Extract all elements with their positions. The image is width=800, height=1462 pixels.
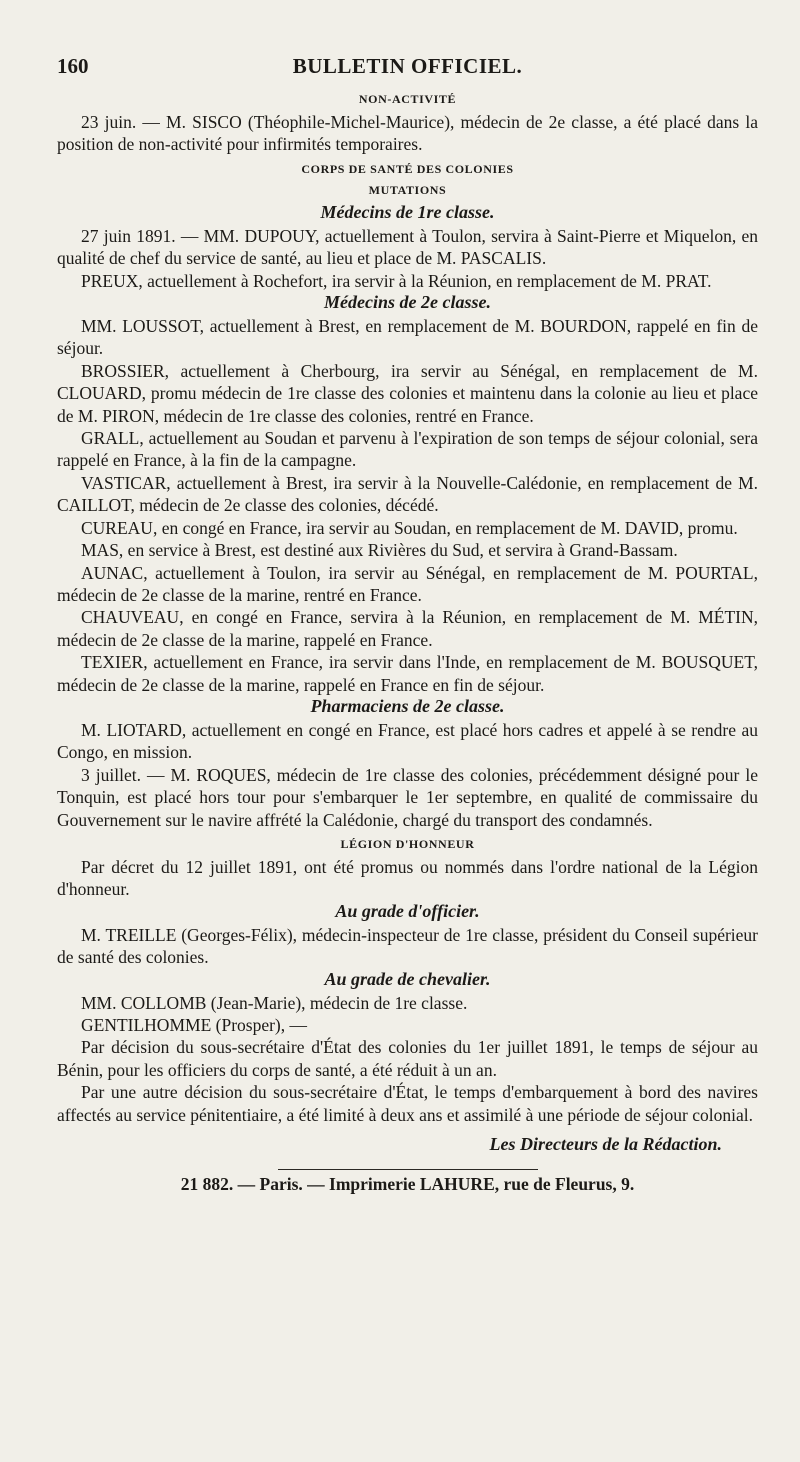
paragraph-grall: GRALL, actuellement au Soudan et parvenu à l'expiration de son temps de séjour colonial, sera rappelé en France, à la fin de la campagne.: [57, 428, 758, 471]
paragraph-decision-benin: Par décision du sous-secrétaire d'État des colonies du 1er juillet 1891, le temps de séjour au Bénin, pour les officiers du corps de santé, a été réduit à un an.: [57, 1037, 758, 1080]
paragraph-texier: TEXIER, actuellement en France, ira servir dans l'Inde, en remplacement de M. BOUSQUET, médecin de 2e classe de la marine, rappelé en France en fin de séjour.: [57, 652, 758, 695]
page-number: 160: [57, 54, 89, 78]
subheading-grade-chevalier: Au grade de chevalier.: [324, 968, 491, 989]
paragraph-roques: 3 juillet. — M. ROQUES, médecin de 1re classe des colonies, précédemment désigné pour le Tonquin, est placé hors tour pour s'embarquer le 1er septembre, en qualité de commissaire du Gouvernement sur le navire affrété la Calédonie, chargé du transport des condamnés.: [57, 764, 758, 830]
paragraph-decision-embarquement: Par une autre décision du sous-secrétaire d'État, le temps d'embarquement à bord des navires affectés au service pénitentiaire, a été limité à deux ans et assimilé à une période de séjour colonial.: [57, 1082, 758, 1125]
footer-rule: [278, 1169, 538, 1170]
line-collomb: MM. COLLOMB (Jean-Marie), médecin de 1re classe.: [81, 992, 468, 1013]
subheading-medecins-2e-classe: Médecins de 2e classe.: [324, 292, 491, 313]
running-title: BULLETIN OFFICIEL.: [292, 54, 523, 78]
paragraph-non-activite: 23 juin. — M. SISCO (Théophile-Michel-Maurice), médecin de 2e classe, a été placé dans la position de non-activité pour infirmités temporaires.: [57, 112, 758, 155]
paragraph-loussot: MM. LOUSSOT, actuellement à Brest, en remplacement de M. BOURDON, rappelé en fin de séjour.: [57, 316, 758, 359]
printer-imprint: 21 882. — Paris. — Imprimerie LAHURE, rue de Fleurus, 9.: [180, 1174, 635, 1195]
paragraph-dupouy: 27 juin 1891. — MM. DUPOUY, actuellement à Toulon, servira à Saint-Pierre et Miquelon, en qualité de chef du service de santé, au lieu et place de M. PASCALIS.: [57, 225, 758, 269]
section-heading-mutations: MUTATIONS: [368, 182, 447, 197]
paragraph-chauveau: CHAUVEAU, en congé en France, servira à la Réunion, en remplacement de M. MÉTIN, médecin de 2e classe de la marine, rappelé en France.: [57, 607, 758, 650]
subheading-medecins-1re-classe: Médecins de 1re classe.: [320, 201, 495, 222]
paragraph-mas: MAS, en service à Brest, est destiné aux Rivières du Sud, et servira à Grand-Bassam.: [81, 540, 678, 561]
line-gentilhomme: GENTILHOMME (Prosper), —: [81, 1015, 308, 1035]
paragraph-preux: PREUX, actuellement à Rochefort, ira servir à la Réunion, en remplacement de M. PRAT.: [81, 270, 712, 291]
paragraph-cureau: CUREAU, en congé en France, ira servir au Soudan, en remplacement de M. DAVID, promu.: [81, 517, 738, 538]
paragraph-brossier: BROSSIER, actuellement à Cherbourg, ira servir au Sénégal, en remplacement de M. CLOUARD, promu médecin de 1re classe des colonies et maintenu dans la colonie au lieu et place de M. PIRON, médecin de 1re classe des colonies, rentré en France.: [57, 360, 758, 426]
paragraph-aunac: AUNAC, actuellement à Toulon, ira servir au Sénégal, en remplacement de M. POURTAL, médecin de 2e classe de la marine, rentré en France.: [57, 562, 758, 605]
page-header: [57, 50, 758, 86]
section-heading-non-activite: NON-ACTIVITÉ: [358, 92, 457, 106]
signature-directeurs: Les Directeurs de la Rédaction.: [489, 1134, 722, 1155]
section-heading-corps-de-sante: CORPS DE SANTÉ DES COLONIES: [301, 161, 514, 176]
section-heading-legion-honneur: LÉGION D'HONNEUR: [340, 836, 475, 851]
paragraph-legion-intro: Par décret du 12 juillet 1891, ont été promus ou nommés dans l'ordre national de la Légion d'honneur.: [57, 856, 758, 900]
paragraph-liotard: M. LIOTARD, actuellement en congé en France, est placé hors cadres et appelé à se rendre au Congo, en mission.: [57, 719, 758, 763]
paragraph-vasticar: VASTICAR, actuellement à Brest, ira servir à la Nouvelle-Calédonie, en remplacement de M. CAILLOT, médecin de 2e classe des colonies, décédé.: [57, 472, 758, 516]
subheading-grade-officier: Au grade d'officier.: [335, 900, 480, 921]
subheading-pharmaciens-2e-classe: Pharmaciens de 2e classe.: [310, 695, 505, 716]
paragraph-treille: M. TREILLE (Georges-Félix), médecin-inspecteur de 1re classe, président du Conseil supérieur de santé des colonies.: [57, 924, 758, 968]
